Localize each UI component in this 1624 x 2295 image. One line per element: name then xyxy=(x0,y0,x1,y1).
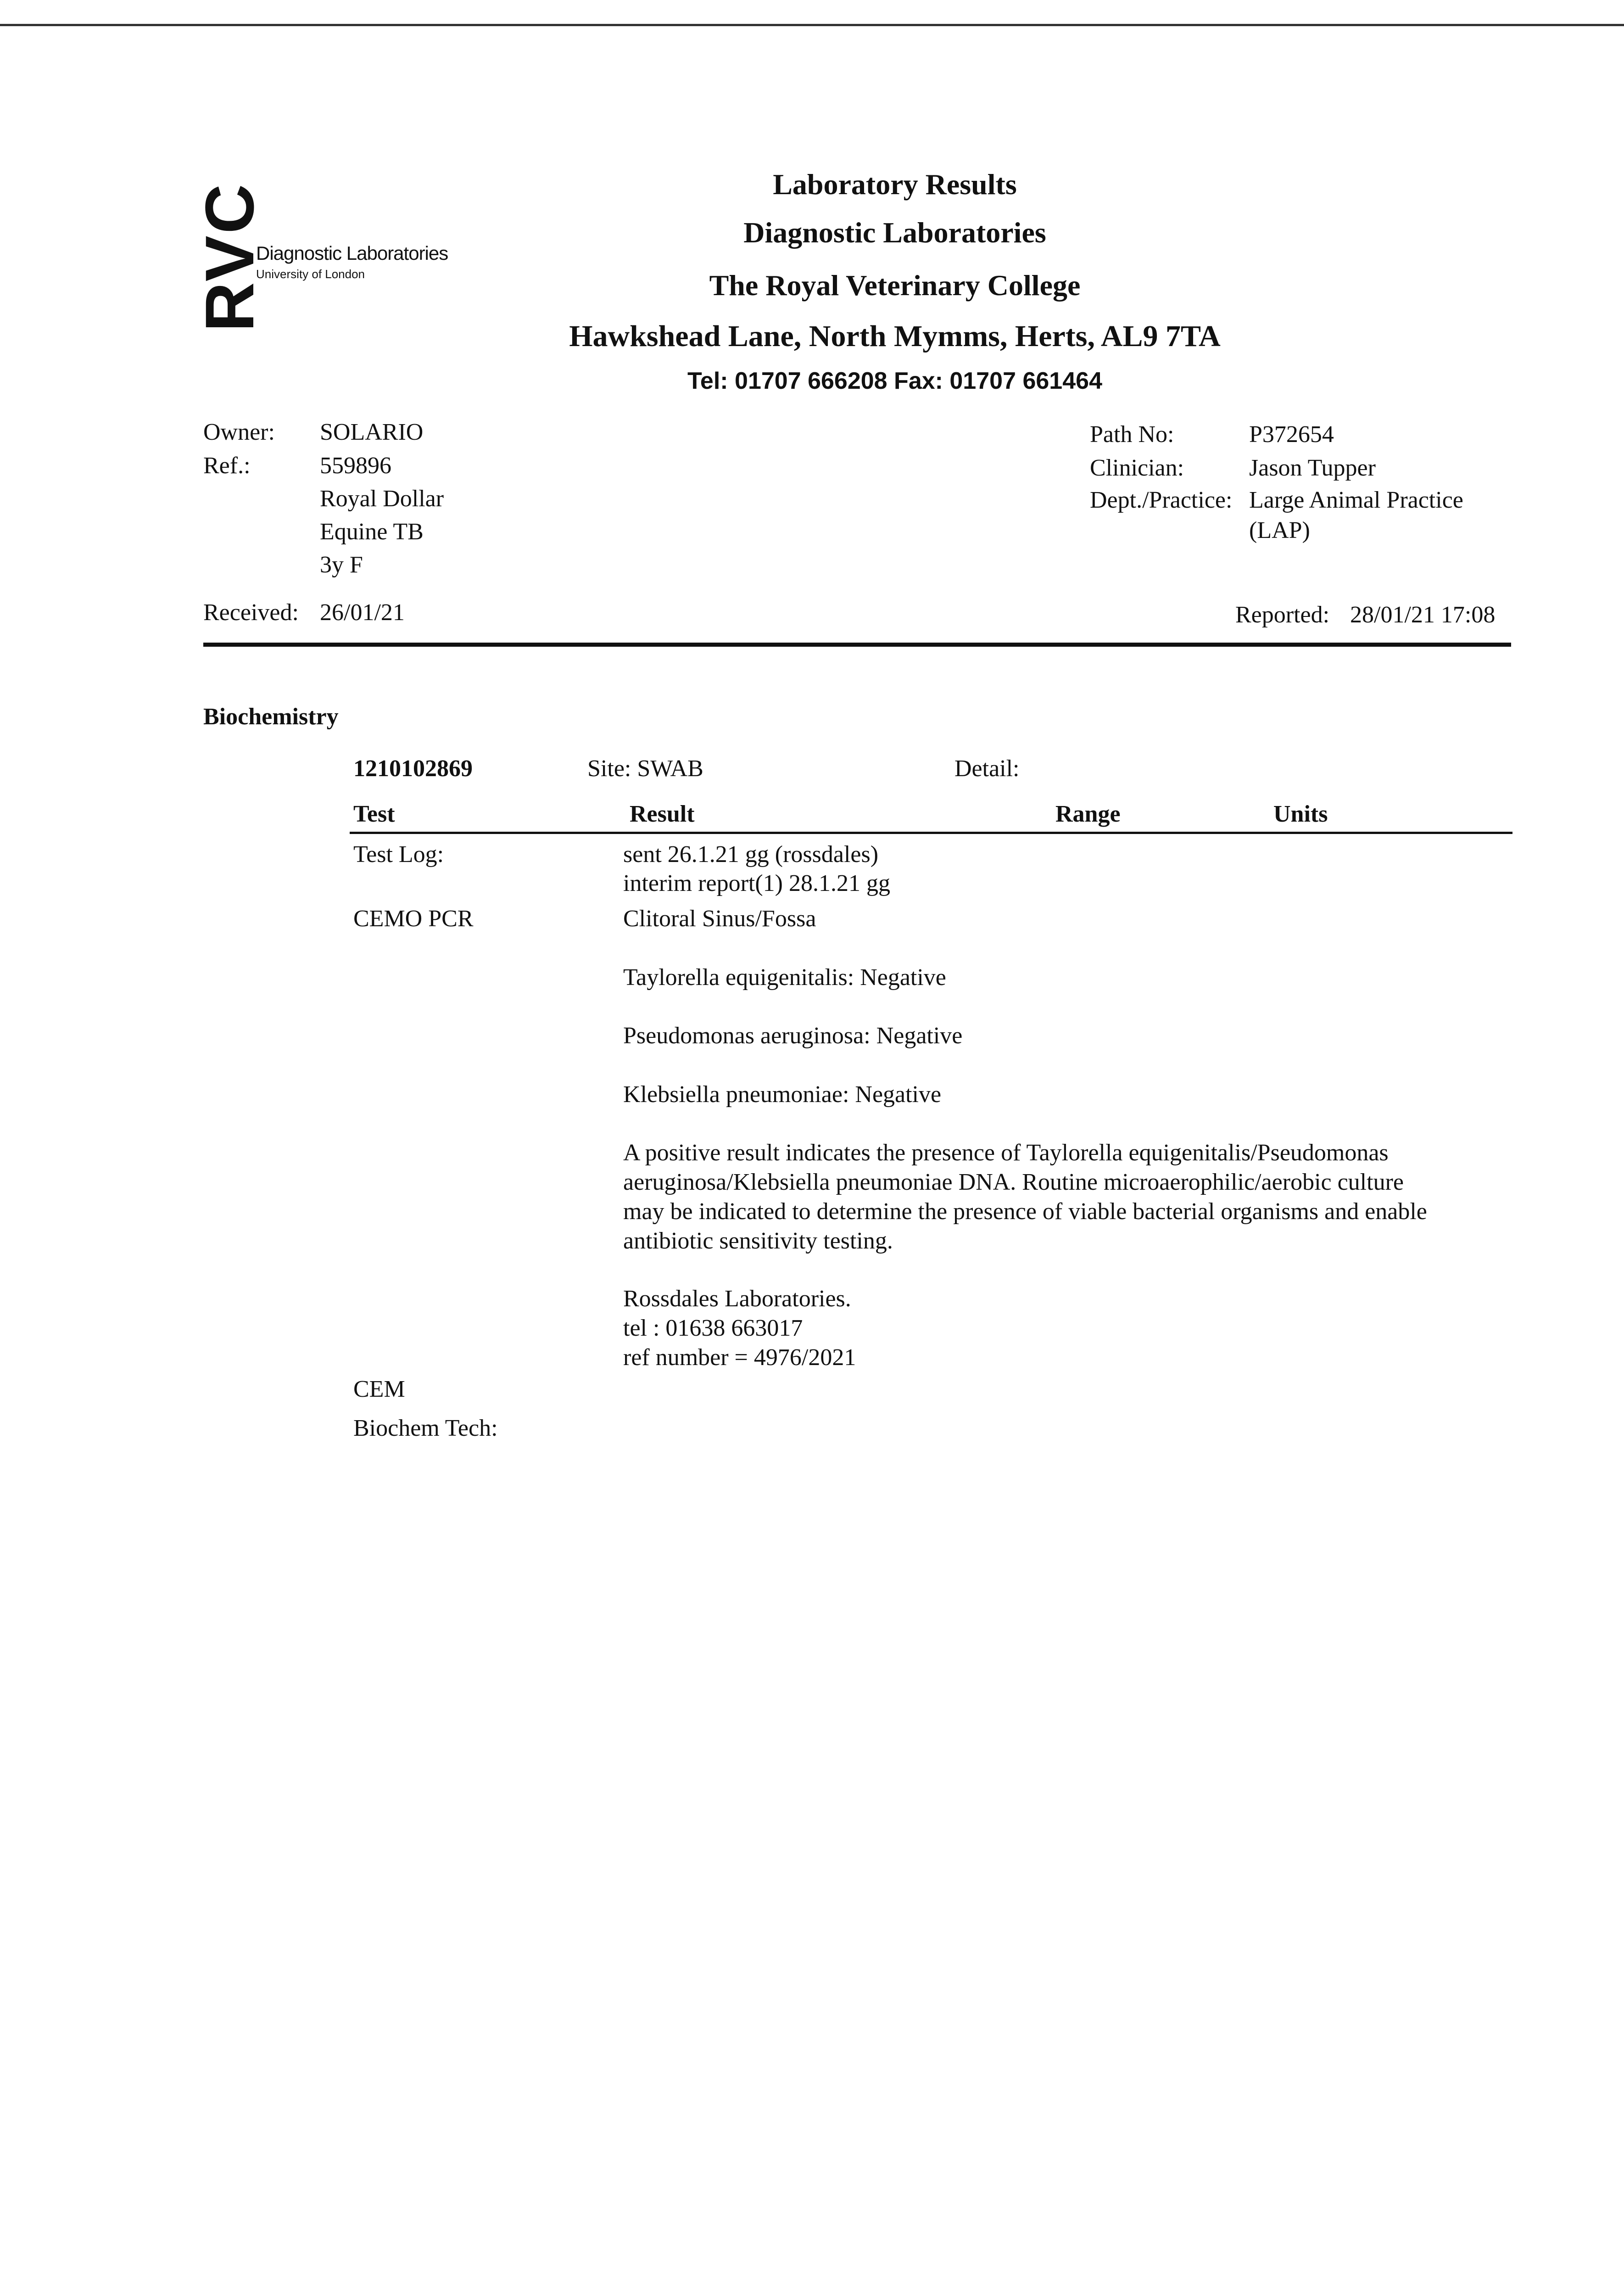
note-line-1: A positive result indicates the presence of Taylorella equigenitalis/Pseudomonas xyxy=(623,1140,1389,1166)
dept-label: Dept./Practice: xyxy=(1090,487,1233,513)
report-title: Laboratory Results xyxy=(773,168,1017,201)
logo-line-1: Diagnostic Laboratories xyxy=(256,242,448,264)
animal-age-sex: 3y F xyxy=(320,552,363,578)
rvc-logo xyxy=(191,165,448,349)
column-result: Result xyxy=(630,801,695,827)
owner-value: SOLARIO xyxy=(320,419,424,445)
result-pseudomonas: Pseudomonas aeruginosa: Negative xyxy=(623,1023,963,1049)
clinician-value: Jason Tupper xyxy=(1249,455,1376,481)
reported-label: Reported: xyxy=(1235,602,1330,628)
cemo-pcr-label: CEMO PCR xyxy=(353,906,474,932)
sample-site: Site: SWAB xyxy=(587,756,703,782)
top-scan-rule xyxy=(0,24,1624,26)
test-log-line-2: interim report(1) 28.1.21 gg xyxy=(623,870,890,896)
column-header-rule xyxy=(350,832,1512,834)
college-name: The Royal Veterinary College xyxy=(709,269,1081,302)
test-log-line-1: sent 26.1.21 gg (rossdales) xyxy=(623,841,879,868)
rvc-logo-mark: RVC xyxy=(191,182,268,332)
animal-species: Equine TB xyxy=(320,519,424,545)
path-no-value: P372654 xyxy=(1249,421,1334,448)
sample-detail: Detail: xyxy=(954,756,1020,782)
received-value: 26/01/21 xyxy=(320,599,405,626)
section-title: Biochemistry xyxy=(203,704,339,730)
lab-contact-ref: ref number = 4976/2021 xyxy=(623,1344,856,1371)
reported-value: 28/01/21 17:08 xyxy=(1350,602,1496,628)
lab-contact-tel: tel : 01638 663017 xyxy=(623,1315,803,1341)
header-divider xyxy=(203,643,1511,647)
sample-id: 1210102869 xyxy=(353,756,473,782)
lab-contact: Tel: 01707 666208 Fax: 01707 661464 xyxy=(687,368,1102,394)
animal-name: Royal Dollar xyxy=(320,486,444,512)
cem-label: CEM xyxy=(353,1376,405,1402)
column-units: Units xyxy=(1273,801,1328,827)
test-log-label: Test Log: xyxy=(353,841,444,868)
column-range: Range xyxy=(1055,801,1121,827)
owner-label: Owner: xyxy=(203,419,275,445)
cemo-sample-site: Clitoral Sinus/Fossa xyxy=(623,906,816,932)
lab-address: Hawkshead Lane, North Mymms, Herts, AL9 7TA xyxy=(569,319,1221,353)
result-klebsiella: Klebsiella pneumoniae: Negative xyxy=(623,1081,942,1108)
path-no-label: Path No: xyxy=(1090,421,1174,448)
lab-contact-name: Rossdales Laboratories. xyxy=(623,1286,851,1312)
result-taylorella: Taylorella equigenitalis: Negative xyxy=(623,964,946,991)
note-line-4: antibiotic sensitivity testing. xyxy=(623,1228,893,1254)
dept-value-line2: (LAP) xyxy=(1249,517,1310,543)
note-line-2: aeruginosa/Klebsiella pneumoniae DNA. Routine microaerophilic/aerobic culture xyxy=(623,1169,1404,1195)
clinician-label: Clinician: xyxy=(1090,455,1184,481)
biochem-tech-label: Biochem Tech: xyxy=(353,1415,498,1441)
dept-value-line1: Large Animal Practice xyxy=(1249,487,1463,513)
note-line-3: may be indicated to determine the presence of viable bacterial organisms and enable xyxy=(623,1198,1427,1225)
lab-name: Diagnostic Laboratories xyxy=(743,216,1046,249)
ref-label: Ref.: xyxy=(203,453,251,479)
column-test: Test xyxy=(353,801,395,827)
received-label: Received: xyxy=(203,599,299,626)
ref-value: 559896 xyxy=(320,453,391,479)
logo-line-2: University of London xyxy=(256,267,365,281)
